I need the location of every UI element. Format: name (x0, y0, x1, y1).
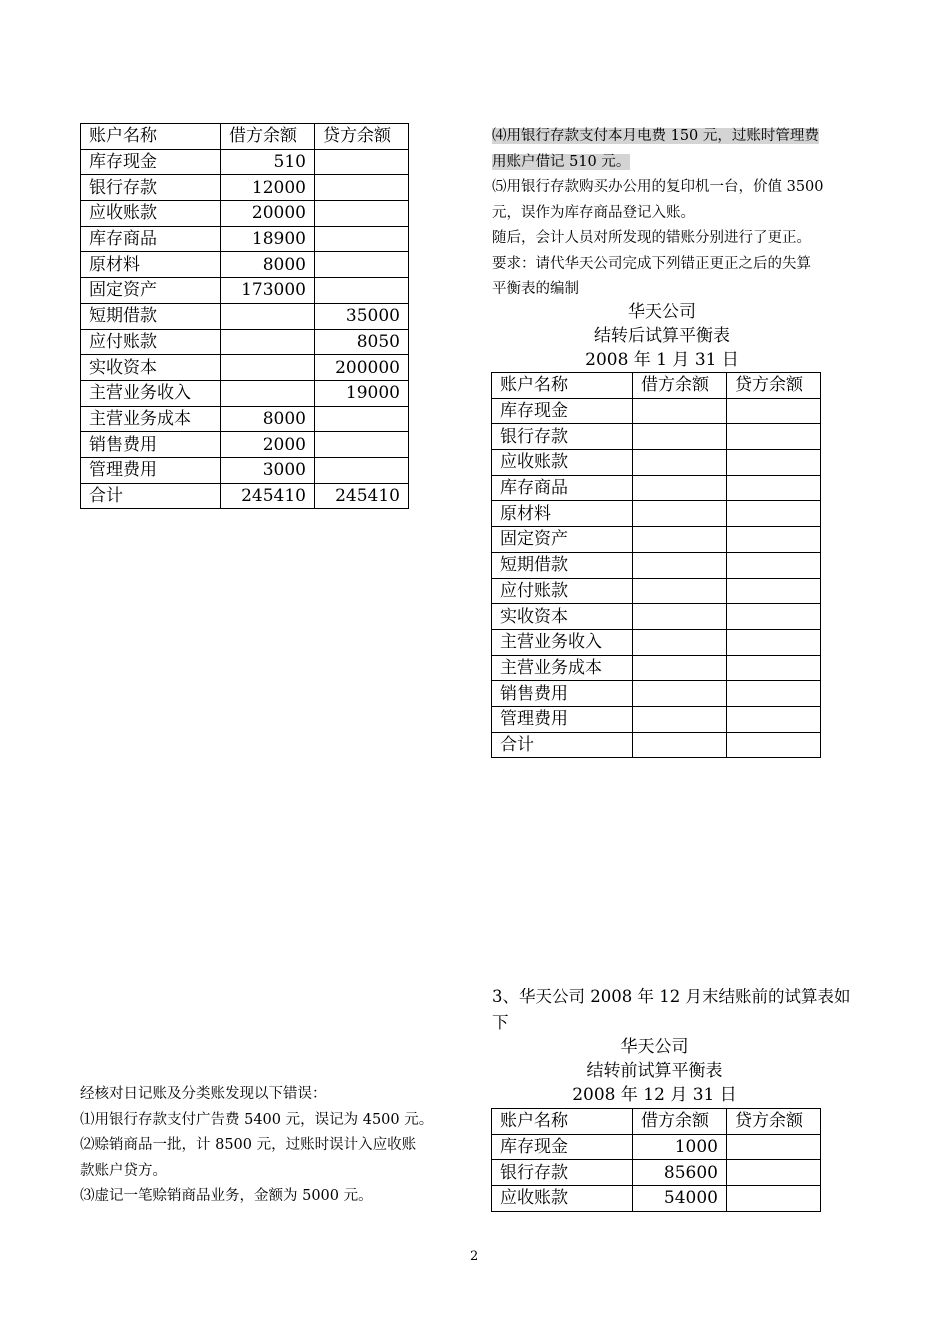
error-item-1: ⑴用银行存款支付广告费 5400 元，误记为 4500 元。 (80, 1111, 434, 1128)
account-name-cell: 销售费用 (81, 432, 221, 458)
table-row (81, 226, 409, 252)
debit-cell: 1000 (633, 1134, 727, 1160)
debit-cell (221, 380, 315, 406)
account-name-cell: 库存商品 (492, 475, 633, 501)
account-name-cell: 库存现金 (81, 149, 221, 175)
account-name-cell: 实收资本 (492, 604, 633, 630)
debit-cell (221, 329, 315, 355)
credit-cell (315, 226, 409, 252)
error-item-5-line2: 元，误作为库存商品登记入账。 (492, 204, 695, 221)
credit-cell: 19000 (315, 380, 409, 406)
table-row (492, 706, 821, 732)
account-name-cell: 合计 (81, 483, 221, 509)
debit-cell (633, 424, 727, 450)
table2-company: 华天公司 (628, 302, 696, 322)
debit-cell: 18900 (221, 226, 315, 252)
debit-cell (633, 732, 727, 758)
error-item-2-line1: ⑵赊销商品一批，计 8500 元，过账时误计入应收账 (80, 1137, 417, 1153)
account-name-cell: 固定资产 (81, 278, 221, 304)
account-name-cell: 短期借款 (492, 552, 633, 578)
debit-cell (633, 527, 727, 553)
credit-cell (315, 406, 409, 432)
header-account-name: 账户名称 (81, 124, 221, 150)
debit-cell: 510 (221, 149, 315, 175)
account-name-cell: 库存现金 (492, 1134, 633, 1160)
header-account-name: 账户名称 (492, 373, 633, 399)
credit-cell (727, 655, 821, 681)
trial-balance-table-before (491, 1108, 821, 1212)
account-name-cell: 库存商品 (81, 226, 221, 252)
credit-cell (315, 457, 409, 483)
error-intro: 经核对日记账及分类账发现以下错误： (80, 1086, 327, 1102)
table-row (492, 450, 821, 476)
account-name-cell: 主营业务收入 (492, 629, 633, 655)
table-row (492, 475, 821, 501)
account-name-cell: 应收账款 (492, 450, 633, 476)
credit-cell (315, 278, 409, 304)
debit-cell (633, 655, 727, 681)
credit-cell: 200000 (315, 355, 409, 381)
table2-title: 结转后试算平衡表 (594, 326, 730, 346)
account-name-cell: 应收账款 (492, 1186, 633, 1212)
error-item-5-line1: ⑸用银行存款购买办公用的复印机一台，价值 3500 (492, 179, 824, 195)
error-list (80, 1082, 470, 1210)
credit-cell (727, 1160, 821, 1186)
debit-cell (633, 706, 727, 732)
table-row (81, 380, 409, 406)
error-list-continued (492, 124, 872, 303)
table-row (81, 278, 409, 304)
table-row (492, 604, 821, 630)
credit-cell (727, 681, 821, 707)
account-name-cell: 主营业务收入 (81, 380, 221, 406)
table-header-row (81, 124, 409, 150)
debit-cell: 12000 (221, 175, 315, 201)
table-row (492, 1134, 821, 1160)
account-name-cell: 主营业务成本 (492, 655, 633, 681)
credit-cell (727, 527, 821, 553)
correction-note: 随后，会计人员对所发现的错账分别进行了更正。 (492, 230, 811, 246)
debit-cell: 8000 (221, 406, 315, 432)
debit-cell (633, 629, 727, 655)
table-header-row (492, 1109, 821, 1135)
account-name-cell: 实收资本 (81, 355, 221, 381)
table3-title: 结转前试算平衡表 (586, 1061, 723, 1081)
table-row (492, 527, 821, 553)
table-row (492, 398, 821, 424)
debit-cell (633, 552, 727, 578)
table3-heading (492, 1035, 817, 1107)
credit-cell (315, 201, 409, 227)
account-name-cell: 银行存款 (492, 1160, 633, 1186)
credit-cell (727, 475, 821, 501)
table-row (81, 252, 409, 278)
credit-cell (727, 424, 821, 450)
credit-cell (727, 552, 821, 578)
table-row (81, 432, 409, 458)
account-name-cell: 应付账款 (81, 329, 221, 355)
table-row (492, 1160, 821, 1186)
header-debit-balance: 借方余额 (221, 124, 315, 150)
error-item-4-line2: 用账户借记 510 元。 (492, 153, 631, 170)
section3-heading-line2: 下 (492, 1013, 509, 1032)
debit-cell (633, 475, 727, 501)
table-row (492, 552, 821, 578)
table-row (81, 303, 409, 329)
error-item-2-line2: 款账户贷方。 (80, 1162, 167, 1179)
debit-cell: 173000 (221, 278, 315, 304)
table2-heading (492, 300, 832, 372)
debit-cell (633, 398, 727, 424)
table-row (81, 149, 409, 175)
credit-cell (727, 706, 821, 732)
table-row (81, 457, 409, 483)
debit-cell (633, 501, 727, 527)
credit-cell (727, 1186, 821, 1212)
debit-cell: 245410 (221, 483, 315, 509)
header-credit-balance: 贷方余额 (315, 124, 409, 150)
account-name-cell: 应付账款 (492, 578, 633, 604)
credit-cell (315, 252, 409, 278)
account-name-cell: 应收账款 (81, 201, 221, 227)
credit-cell (315, 432, 409, 458)
credit-cell (727, 732, 821, 758)
header-credit-balance: 贷方余额 (727, 373, 821, 399)
account-name-cell: 银行存款 (492, 424, 633, 450)
table3-company: 华天公司 (620, 1037, 689, 1057)
credit-cell (727, 604, 821, 630)
table-row (81, 355, 409, 381)
account-name-cell: 主营业务成本 (81, 406, 221, 432)
table-row (492, 681, 821, 707)
table-row (492, 424, 821, 450)
credit-cell (727, 629, 821, 655)
debit-cell: 85600 (633, 1160, 727, 1186)
table-row (492, 655, 821, 681)
header-debit-balance: 借方余额 (633, 1109, 727, 1135)
table-row (492, 732, 821, 758)
account-name-cell: 原材料 (81, 252, 221, 278)
table-row (492, 578, 821, 604)
table-row (492, 629, 821, 655)
page-number: 2 (470, 1249, 479, 1264)
account-name-cell: 库存现金 (492, 398, 633, 424)
table-row (81, 201, 409, 227)
credit-cell: 35000 (315, 303, 409, 329)
debit-cell (633, 604, 727, 630)
error-item-3: ⑶虚记一笔赊销商品业务，金额为 5000 元。 (80, 1188, 373, 1204)
section3-heading (492, 984, 882, 1036)
error-item-4-line1: ⑷用银行存款支付本月电费 150 元，过账时管理费 (492, 128, 819, 144)
debit-cell: 20000 (221, 201, 315, 227)
credit-cell: 8050 (315, 329, 409, 355)
debit-cell (221, 303, 315, 329)
debit-cell: 3000 (221, 457, 315, 483)
table-header-row (492, 373, 821, 399)
credit-cell (727, 1134, 821, 1160)
credit-cell (727, 450, 821, 476)
account-name-cell: 管理费用 (492, 706, 633, 732)
credit-cell (727, 398, 821, 424)
table-row (81, 483, 409, 509)
requirement-line1: 要求：请代华天公司完成下列错正更正之后的失算 (492, 255, 811, 272)
table2-date: 2008 年 1 月 31 日 (585, 350, 739, 370)
trial-balance-table-left (80, 123, 409, 509)
credit-cell (727, 501, 821, 527)
account-name-cell: 合计 (492, 732, 633, 758)
account-name-cell: 原材料 (492, 501, 633, 527)
table-row (81, 406, 409, 432)
section3-heading-line1: 3、华天公司 2008 年 12 月末结账前的试算表如 (492, 987, 851, 1006)
credit-cell (315, 149, 409, 175)
debit-cell (633, 450, 727, 476)
header-account-name: 账户名称 (492, 1109, 633, 1135)
table-row (81, 175, 409, 201)
table-row (492, 1186, 821, 1212)
requirement-line2: 平衡表的编制 (492, 281, 579, 297)
credit-cell (315, 175, 409, 201)
credit-cell (727, 578, 821, 604)
account-name-cell: 固定资产 (492, 527, 633, 553)
credit-cell: 245410 (315, 483, 409, 509)
table-row (81, 329, 409, 355)
trial-balance-table-after (491, 372, 821, 758)
account-name-cell: 短期借款 (81, 303, 221, 329)
debit-cell: 54000 (633, 1186, 727, 1212)
account-name-cell: 管理费用 (81, 457, 221, 483)
header-debit-balance: 借方余额 (633, 373, 727, 399)
table-row (492, 501, 821, 527)
header-credit-balance: 贷方余额 (727, 1109, 821, 1135)
debit-cell (633, 681, 727, 707)
account-name-cell: 银行存款 (81, 175, 221, 201)
debit-cell (633, 578, 727, 604)
account-name-cell: 销售费用 (492, 681, 633, 707)
debit-cell: 8000 (221, 252, 315, 278)
debit-cell (221, 355, 315, 381)
debit-cell: 2000 (221, 432, 315, 458)
table3-date: 2008 年 12 月 31 日 (572, 1085, 737, 1105)
